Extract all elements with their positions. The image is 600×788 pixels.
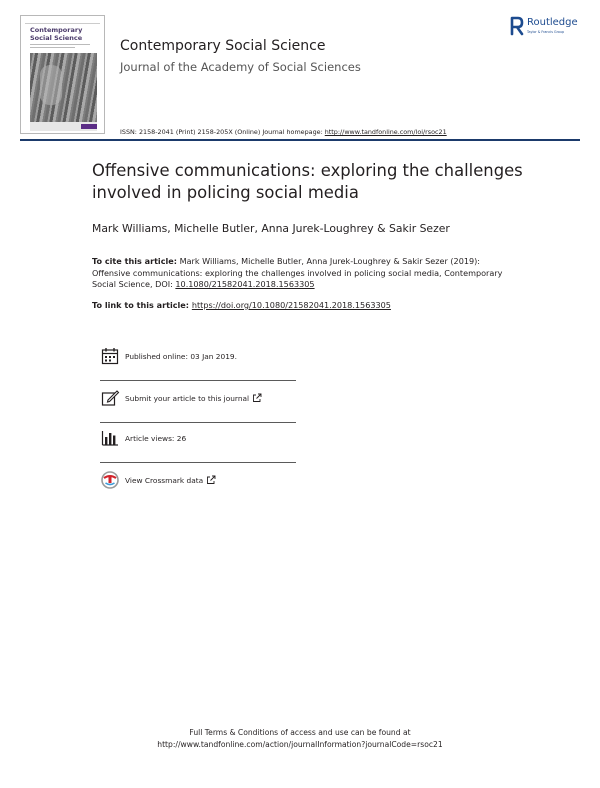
issn-text: ISSN: 2158-2041 (Print) 2158-205X (Online) Journal homepage: — [120, 128, 325, 136]
link-label: To link to this article: — [92, 300, 192, 310]
published-online-text: Published online: 03 Jan 2019. — [125, 351, 237, 361]
crossmark-item[interactable] — [100, 470, 296, 490]
article-url-link[interactable]: https://doi.org/10.1080/21582041.2018.1563305 — [191, 300, 391, 310]
link-block — [92, 300, 391, 310]
external-link-icon — [252, 393, 262, 403]
crossmark-text: View Crossmark data — [125, 475, 204, 485]
published-online-item — [100, 346, 296, 366]
article-views-text: Article views: 26 — [125, 433, 187, 443]
item-divider — [100, 380, 296, 381]
article-authors: Mark Williams, Michelle Butler, Anna Jurek-Loughrey & Sakir Sezer — [92, 222, 450, 235]
article-title: Offensive communications: exploring the challenges involved in policing social media — [92, 161, 523, 202]
cover-top-rule — [25, 20, 100, 24]
routledge-logo — [510, 16, 590, 42]
footer-terms-link[interactable]: http://www.tandfonline.com/action/journalInformation?journalCode=rsoc21 — [157, 740, 443, 749]
journal-subtitle: Journal of the Academy of Social Sciences — [120, 60, 361, 74]
header-divider — [20, 139, 580, 141]
article-views-item — [100, 428, 296, 448]
publisher-tagline: Taylor & Francis Group — [527, 30, 565, 34]
calendar-icon — [100, 346, 120, 366]
cover-accent — [81, 124, 97, 129]
item-divider — [100, 422, 296, 423]
external-link-icon — [206, 475, 216, 485]
crossmark-icon — [100, 470, 120, 490]
journal-homepage-link[interactable]: http://www.tandfonline.com/loi/rsoc21 — [324, 128, 447, 136]
cover-photo — [30, 53, 97, 128]
submit-article-text: Submit your article to this journal — [125, 393, 250, 403]
footer-terms-text: Full Terms & Conditions of access and use can be found at — [189, 728, 411, 737]
citation-block — [92, 256, 512, 291]
routledge-r-icon — [510, 16, 525, 36]
issn-line — [120, 128, 447, 136]
journal-title: Contemporary Social Science — [120, 38, 326, 54]
item-divider — [100, 462, 296, 463]
bar-chart-icon — [100, 428, 120, 448]
citation-text: Mark Williams, Michelle Butler, Anna Jurek-Loughrey & Sakir Sezer (2019): Offensive communications: exploring the challenges involved in policing social media, Contemporary Social Science, DOI: — [92, 256, 503, 289]
journal-cover-image — [20, 15, 105, 134]
citation-label: To cite this article: — [92, 256, 178, 266]
submit-article-item[interactable] — [100, 388, 296, 408]
cover-subtitle-lines — [30, 44, 100, 48]
doi-link[interactable]: 10.1080/21582041.2018.1563305 — [175, 279, 315, 289]
footer — [0, 727, 600, 751]
cover-title: Contemporary Social Science — [30, 26, 83, 42]
publisher-name: Routledge — [527, 17, 578, 28]
edit-icon — [100, 388, 120, 408]
